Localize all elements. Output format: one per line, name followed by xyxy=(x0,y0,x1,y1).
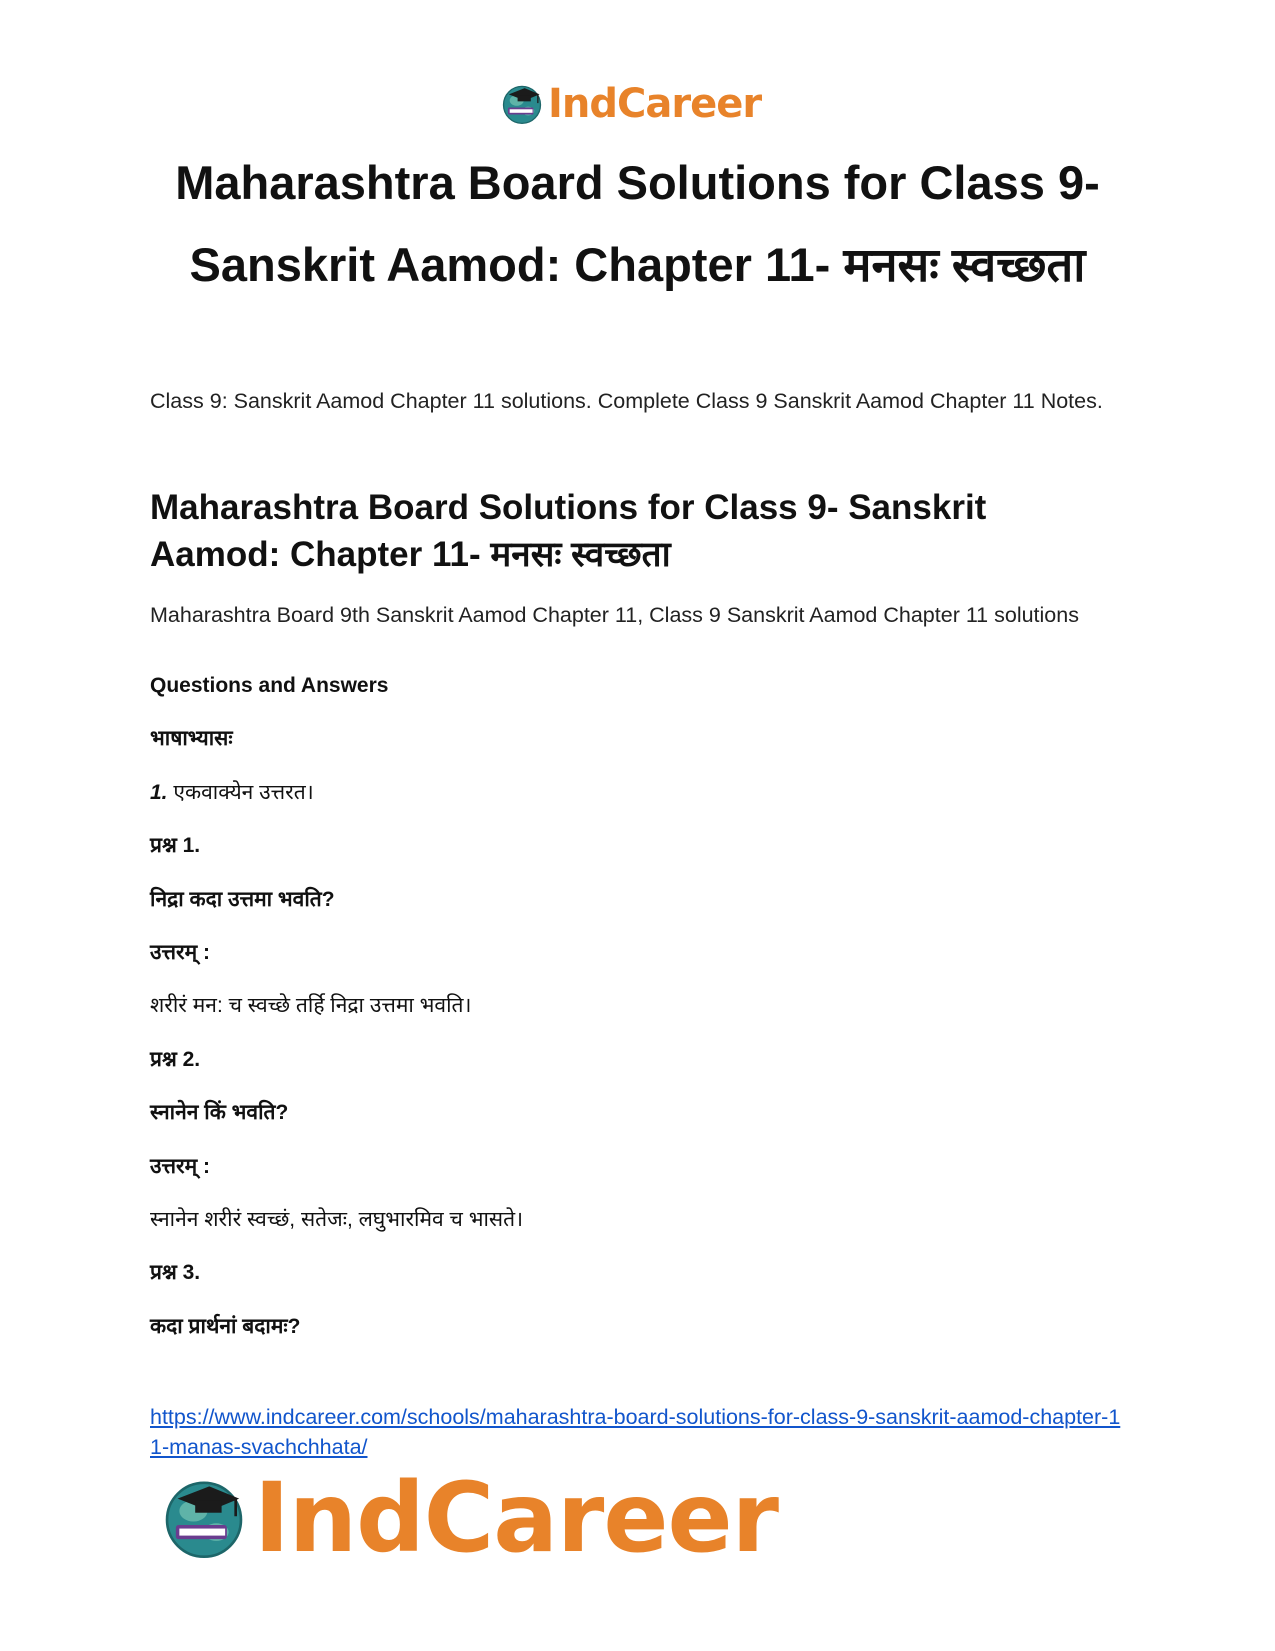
question-1-label: प्रश्न 1. xyxy=(150,834,201,857)
answer-1-label: उत्तरम् : xyxy=(150,941,210,964)
question-3-text: कदा प्रार्थनां बदामः? xyxy=(150,1315,301,1338)
question-3-label: प्रश्न 3. xyxy=(150,1261,201,1284)
answer-2-label: उत्तरम् : xyxy=(150,1155,210,1178)
footer-logo xyxy=(160,1462,778,1574)
logo-text: IndCareer xyxy=(254,1462,778,1574)
source-link[interactable]: https://www.indcareer.com/schools/maharashtra-board-solutions-for-class-9-sanskrit-aamod-chapter-11-manas-svachchhata/ xyxy=(150,1405,1121,1459)
graduation-cap-globe-book-icon xyxy=(160,1474,248,1562)
exercise-number: 1. xyxy=(150,781,168,804)
question-2-text: स्नानेन किं भवति? xyxy=(150,1101,289,1124)
answer-2-text: स्नानेन शरीरं स्वच्छं, सतेजः, लघुभारमिव च भासते। xyxy=(150,1208,524,1231)
section-subtext: Maharashtra Board 9th Sanskrit Aamod Chapter 11, Class 9 Sanskrit Aamod Chapter 11 solutions xyxy=(150,603,1079,627)
question-1-text: निद्रा कदा उत्तमा भवति? xyxy=(150,888,335,911)
bhashabhyas-heading: भाषाभ्यासः xyxy=(150,727,233,750)
answer-1-text: शरीरं मन: च स्वच्छे तर्हि निद्रा उत्तमा भवति। xyxy=(150,994,472,1017)
header-logo xyxy=(500,80,761,128)
question-2-label: प्रश्न 2. xyxy=(150,1048,201,1071)
intro-paragraph: Class 9: Sanskrit Aamod Chapter 11 solutions. Complete Class 9 Sanskrit Aamod Chapter 11 Notes. xyxy=(150,389,1103,413)
section-heading: Maharashtra Board Solutions for Class 9- Sanskrit Aamod: Chapter 11- मनसः स्वच्छता xyxy=(150,488,987,574)
page-title: Maharashtra Board Solutions for Class 9- Sanskrit Aamod: Chapter 11- मनसः स्वच्छता xyxy=(175,156,1100,291)
logo-text: IndCareer xyxy=(548,81,762,127)
exercise-text: एकवाक्येन उत्तरत। xyxy=(167,781,314,804)
graduation-cap-globe-book-icon xyxy=(500,82,544,126)
qa-heading: Questions and Answers xyxy=(150,674,389,697)
exercise-heading xyxy=(150,778,314,808)
